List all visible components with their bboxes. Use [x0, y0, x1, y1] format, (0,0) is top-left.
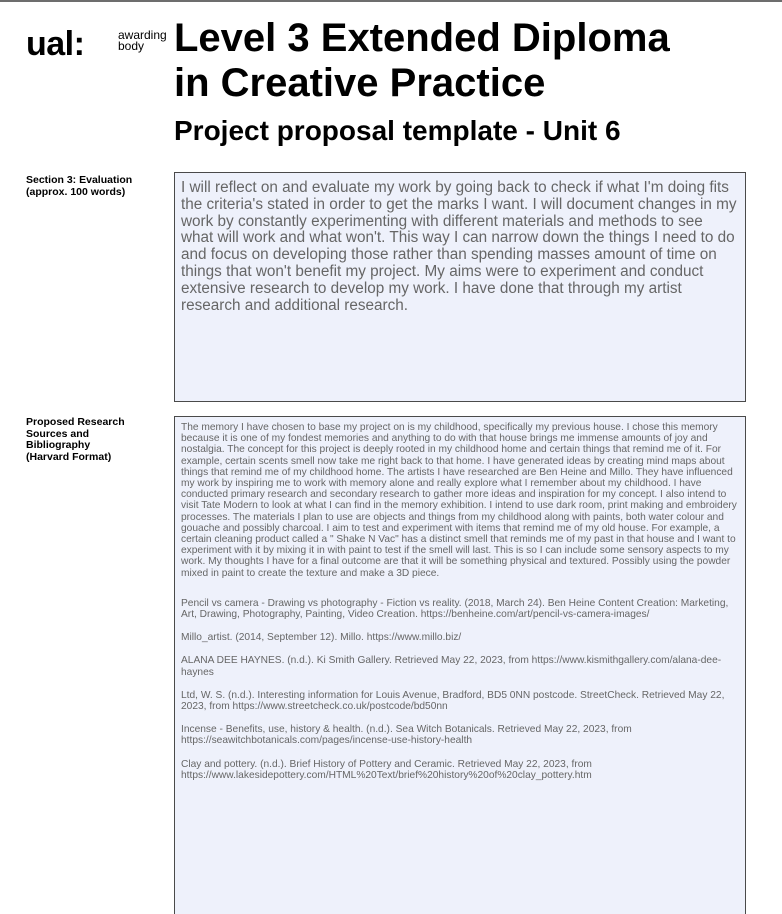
research-text-box[interactable]: [174, 416, 746, 914]
page-subtitle: Project proposal template - Unit 6: [174, 115, 621, 146]
reference-item: Pencil vs camera - Drawing vs photography - Fiction vs reality. (2018, March 24). Ben Heine Content Creation: Marketing, Art, Drawing, Photography, Painting, Video Creation. https://benheine.com/art/pencil-vs-camera-images/: [181, 597, 729, 621]
logo-mark: ual:: [26, 25, 85, 63]
top-border: [0, 0, 782, 2]
reference-item: ALANA DEE HAYNES. (n.d.). Ki Smith Gallery. Retrieved May 22, 2023, from https://www.kismithgallery.com/alana-dee-haynes: [181, 655, 722, 678]
research-label-line2: Sources and: [26, 427, 90, 440]
research-label-line3: Bibliography: [26, 439, 91, 451]
page-title-line1: Level 3 Extended Diploma: [174, 16, 670, 60]
evaluation-label-line1: Section 3: Evaluation: [26, 174, 133, 186]
research-text: The memory I have chosen to base my project on is my childhood, specifically my previous house. I chose this memory because it is one of my fondest memories and anything to do with that house brings me immense amounts of joy and nostalgia. The concept for this project is deeply rooted in my childhood home and certain things that remind me of it. For example, certain scents smell now take me right back to that home. I have generated ideas by creating mind maps about things that remind me of my childhood home. The artists I have researched are Ben Heine and Millo. They have influenced my work by inspiring me to work with memory alone and really explore what I remember about my childhood. I have conducted primary research and secondary research to gather more ideas and inspiration for my concept. I also intend to visit Tate Modern to look at what I can find in the memory exhibition. I intend to use dark room, print making and embroidery processes. The materials I plan to use are objects and things from my childhood along with paints, both water colour and gouache and possibly charcoal. I aim to test and experiment with items that remind me of my old house. For example, a certain cleaning product called a " Shake N Vac" has a distinct smell that reminds me of my past in that house and I want to experiment with it by mixing it in with paint to test if the smell will last. This is so I can include some sensory aspects to my work. My thoughts I have for a final outcome are that it will be something physical and textured. Possibly using the powder mixed in paint to create the texture and make a 3D piece.: [181, 422, 737, 579]
reference-list: [181, 598, 739, 781]
reference-item: Ltd, W. S. (n.d.). Interesting information for Louis Avenue, Bradford, BD5 0NN postcode. StreetCheck. Retrieved May 22, 2023, from https://www.streetcheck.co.uk/postcode/bd50nn: [181, 689, 725, 713]
evaluation-label-line2: (approx. 100 words): [26, 185, 126, 198]
evaluation-text-box[interactable]: [174, 172, 746, 402]
research-label-line1: Proposed Research: [26, 416, 125, 428]
page-title-line2: in Creative Practice: [174, 61, 546, 105]
reference-item: Millo_artist. (2014, September 12). Millo. https://www.millo.biz/: [181, 632, 462, 644]
evaluation-label: [26, 175, 154, 198]
evaluation-text: I will reflect on and evaluate my work by going back to check if what I'm doing fits the criteria's stated in order to get the marks I want. I will document changes in my work by constantly experimenting with different materials and methods to see what will work and what won't. This way I can narrow down the things I need to do and focus on developing those rather than spending masses amount of time on things that won't benefit my project. My aims were to experiment and conduct extensive research to develop my work. I have done that through my artist research and additional research.: [181, 179, 737, 314]
logo-subtext: [118, 30, 167, 52]
reference-item: Clay and pottery. (n.d.). Brief History of Pottery and Ceramic. Retrieved May 22, 2023, from https://www.lakesidepottery.com/HTML%20Text/brief%20history%20of%20clay_pottery.htm: [181, 758, 592, 781]
logo-sub-line1: awarding: [118, 28, 167, 42]
reference-item: Incense - Benefits, use, history & health. (n.d.). Sea Witch Botanicals. Retrieved May 22, 2023, from https://seawitchbotanicals.com/pages/incense-use-history-health: [181, 724, 632, 747]
research-label-line4: (Harvard Format): [26, 450, 112, 463]
logo-sub-line2: body: [118, 39, 145, 53]
research-label: [26, 417, 154, 463]
